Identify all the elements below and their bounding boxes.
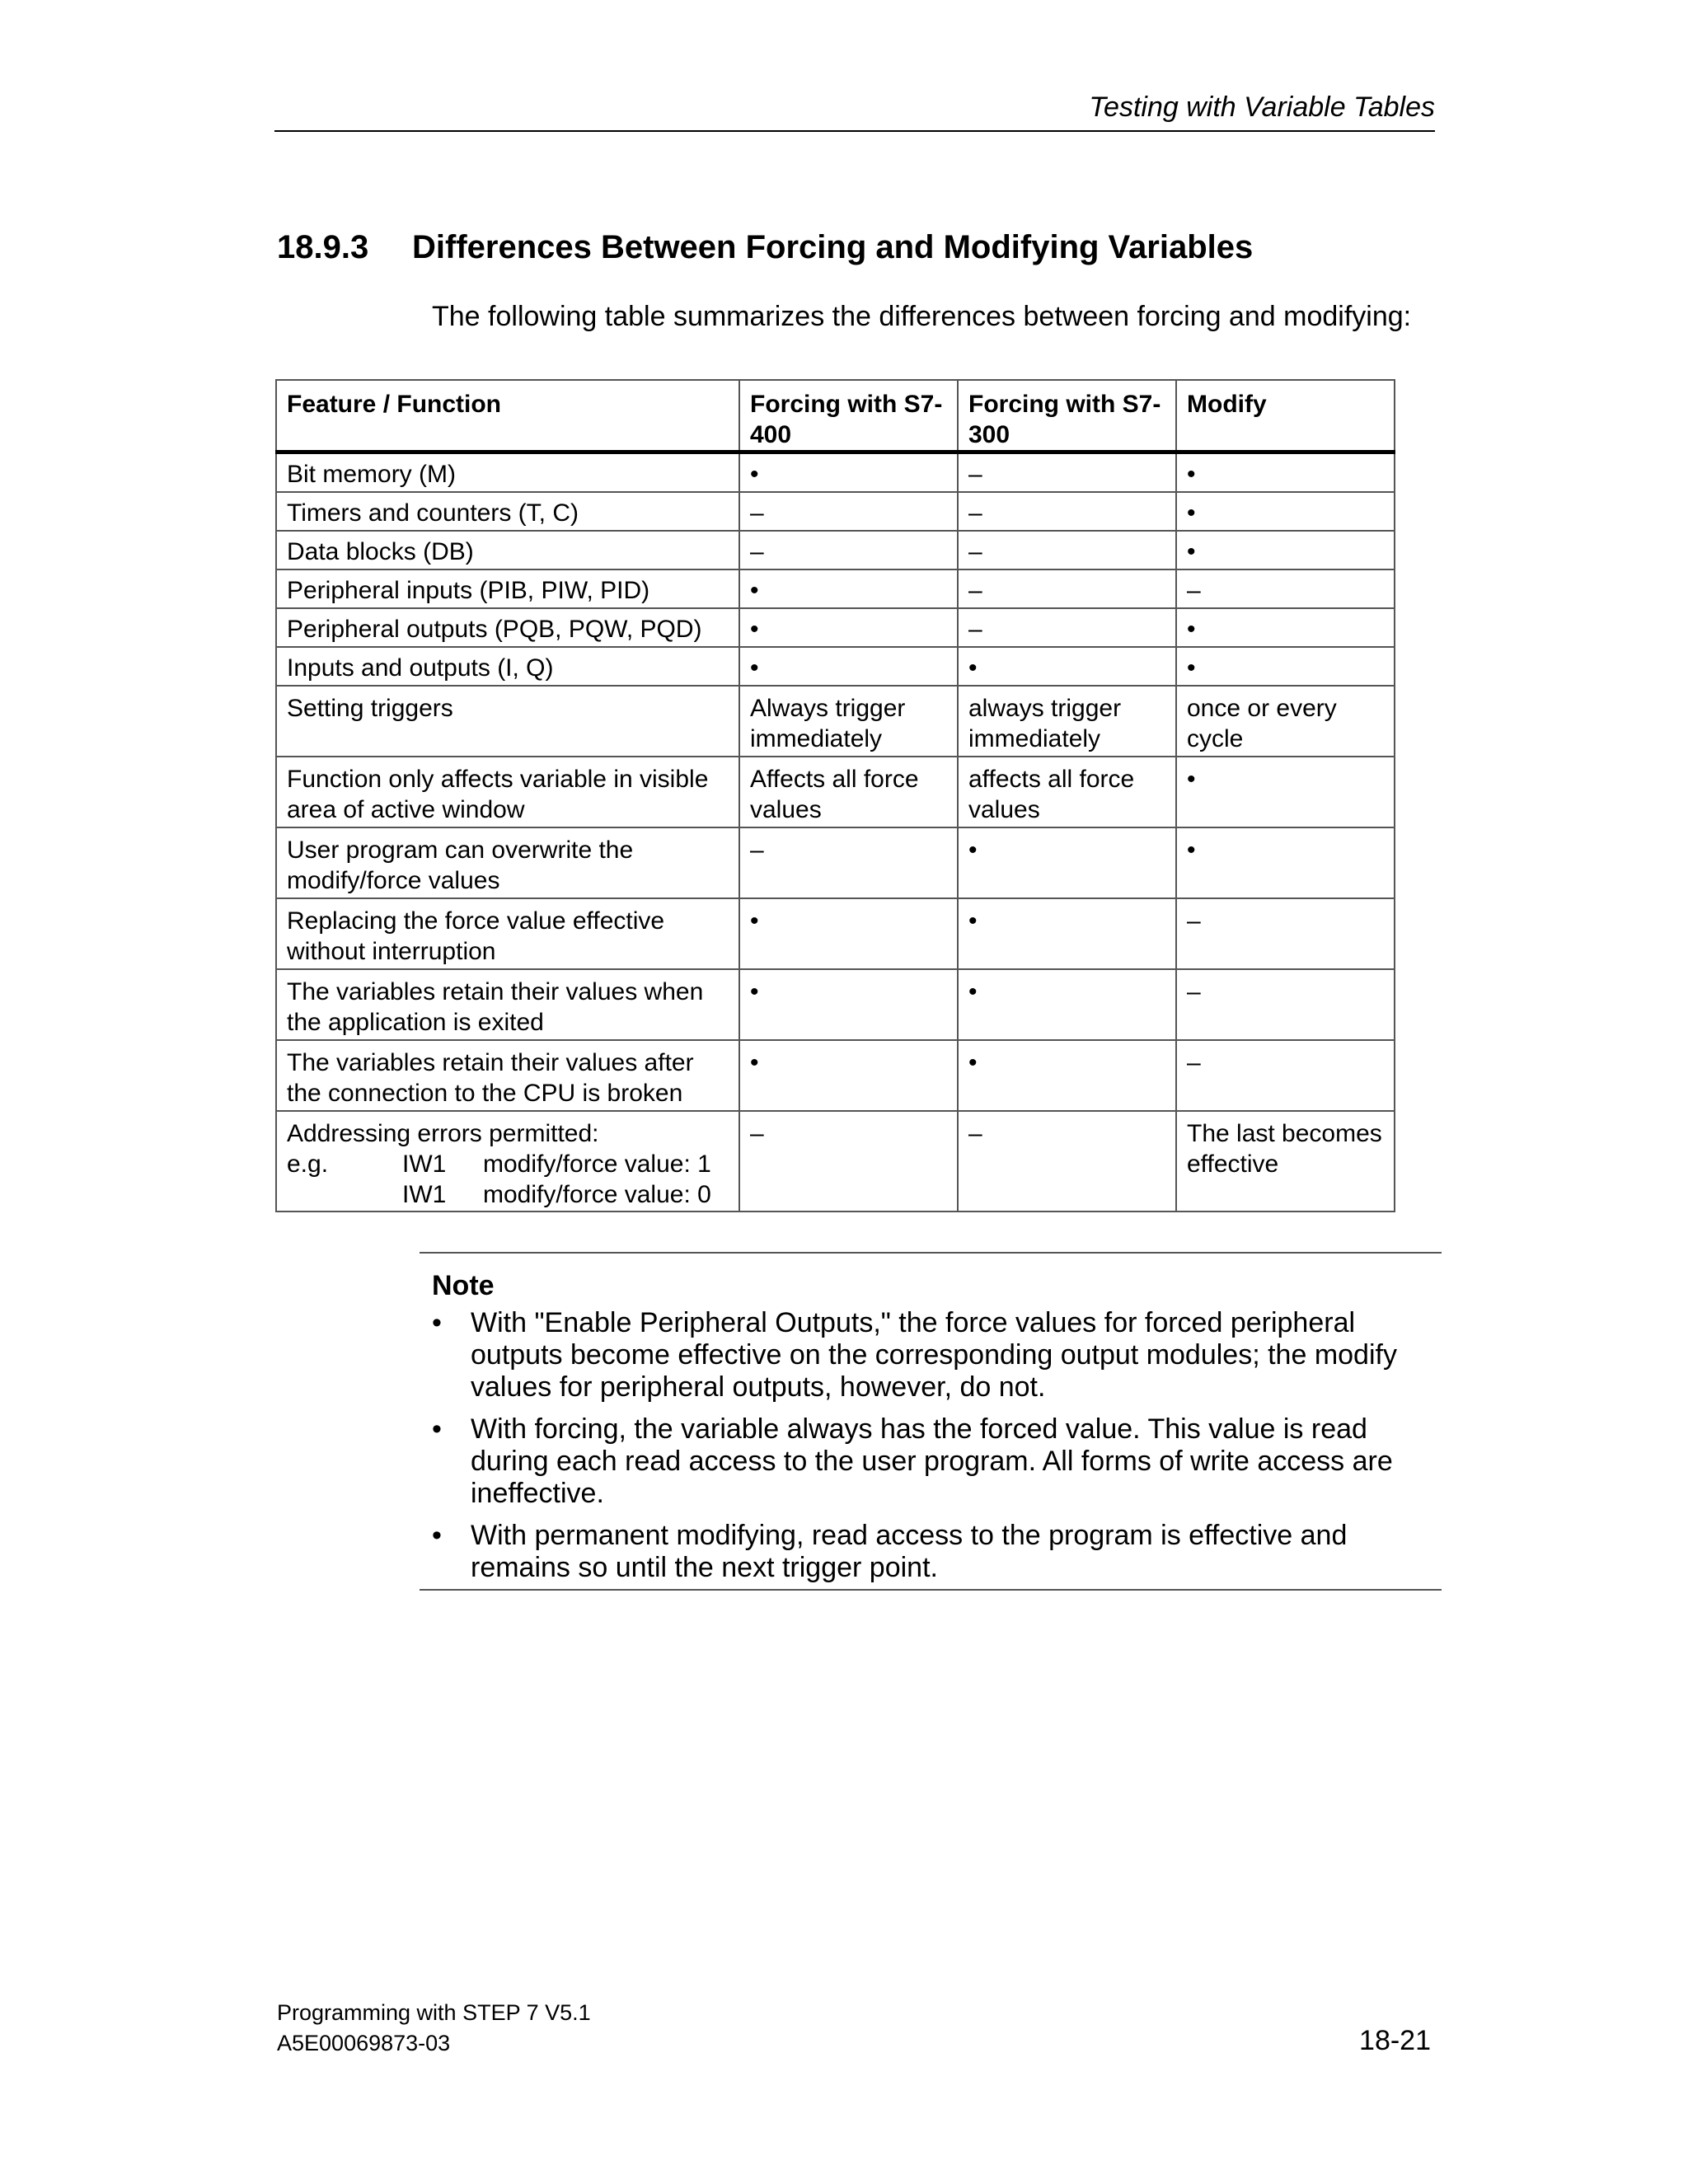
- cell-s7-300: •: [958, 898, 1176, 969]
- cell-modify: once or every cycle: [1176, 686, 1395, 757]
- example-line-2: [287, 1179, 729, 1210]
- cell-s7-300: •: [958, 1040, 1176, 1111]
- table-row: [276, 969, 1395, 1040]
- cell-feature: Inputs and outputs (I, Q): [276, 647, 739, 686]
- cell-feature: User program can overwrite the modify/force values: [276, 827, 739, 898]
- cell-feature: Replacing the force value effective without interruption: [276, 898, 739, 969]
- table-row: [276, 452, 1395, 493]
- cell-s7-400: •: [739, 969, 958, 1040]
- cell-feature: Timers and counters (T, C): [276, 492, 739, 531]
- table-row: [276, 647, 1395, 686]
- cell-modify: –: [1176, 1040, 1395, 1111]
- note-item: [432, 1413, 1442, 1510]
- footer-doc-number: A5E00069873-03: [277, 2031, 451, 2055]
- note-title: Note: [432, 1270, 495, 1301]
- cell-s7-400: –: [739, 1111, 958, 1212]
- cell-s7-400: –: [739, 531, 958, 569]
- cell-s7-400: –: [739, 827, 958, 898]
- cell-s7-400: Affects all force values: [739, 757, 958, 827]
- cell-s7-400: •: [739, 1040, 958, 1111]
- cell-s7-400: •: [739, 608, 958, 647]
- note-item: [432, 1520, 1442, 1584]
- cell-feature: [276, 1111, 739, 1212]
- cell-s7-300: –: [958, 569, 1176, 608]
- addressing-errors-label: Addressing errors permitted:: [287, 1120, 599, 1147]
- note-item-text: With forcing, the variable always has the forced value. This value is read during each read access to the user program. All forms of write access are ineffective.: [471, 1413, 1393, 1509]
- header-feature: Feature / Function: [276, 380, 739, 452]
- cell-s7-400: •: [739, 898, 958, 969]
- cell-modify: –: [1176, 569, 1395, 608]
- cell-s7-300: –: [958, 452, 1176, 493]
- cell-modify: •: [1176, 647, 1395, 686]
- table-row: [276, 1111, 1395, 1212]
- note-item-text: With permanent modifying, read access to the program is effective and remains so until the next trigger point.: [471, 1520, 1348, 1583]
- cell-s7-400: –: [739, 492, 958, 531]
- page-number: 18-21: [1359, 2025, 1431, 2056]
- section-number: 18.9.3: [277, 229, 369, 265]
- cell-modify: •: [1176, 827, 1395, 898]
- table-header-row: [276, 380, 1395, 452]
- footer-book-title: Programming with STEP 7 V5.1: [277, 2000, 591, 2025]
- cell-feature: Bit memory (M): [276, 452, 739, 493]
- bullet-icon: •: [432, 1413, 442, 1445]
- note-box: [420, 1252, 1442, 1591]
- table-row: [276, 608, 1395, 647]
- section-heading: [277, 227, 1513, 268]
- cell-s7-300: •: [958, 969, 1176, 1040]
- cell-modify: –: [1176, 969, 1395, 1040]
- footer-left: [277, 1998, 591, 2059]
- cell-feature: Function only affects variable in visible area of active window: [276, 757, 739, 827]
- table-row: [276, 569, 1395, 608]
- note-item-text: With "Enable Peripheral Outputs," the force values for forced peripheral outputs become effective on the corresponding output modules; the modify values for peripheral outputs, however, do not.: [471, 1307, 1397, 1403]
- table-row: [276, 686, 1395, 757]
- example-address: IW1: [402, 1181, 447, 1208]
- cell-feature: Setting triggers: [276, 686, 739, 757]
- cell-s7-400: •: [739, 569, 958, 608]
- bullet-icon: •: [432, 1520, 442, 1551]
- cell-feature: Peripheral outputs (PQB, PQW, PQD): [276, 608, 739, 647]
- header-s7-400: Forcing with S7-400: [739, 380, 958, 452]
- example-value: modify/force value: 0: [483, 1181, 711, 1208]
- header-s7-300: Forcing with S7-300: [958, 380, 1176, 452]
- cell-modify: •: [1176, 492, 1395, 531]
- cell-modify: •: [1176, 757, 1395, 827]
- cell-s7-300: –: [958, 1111, 1176, 1212]
- header-modify: Modify: [1176, 380, 1395, 452]
- table-row: [276, 531, 1395, 569]
- cell-s7-300: •: [958, 827, 1176, 898]
- example-label: e.g.: [287, 1151, 329, 1178]
- cell-feature: Peripheral inputs (PIB, PIW, PID): [276, 569, 739, 608]
- bullet-icon: •: [432, 1307, 442, 1338]
- intro-paragraph: The following table summarizes the differences between forcing and modifying:: [432, 301, 1412, 332]
- cell-modify: •: [1176, 608, 1395, 647]
- note-list: [432, 1307, 1442, 1584]
- note-item: [432, 1307, 1442, 1404]
- cell-feature: The variables retain their values after the connection to the CPU is broken: [276, 1040, 739, 1111]
- cell-modify: –: [1176, 898, 1395, 969]
- table-row: [276, 898, 1395, 969]
- table-row: [276, 1040, 1395, 1111]
- cell-modify: •: [1176, 452, 1395, 493]
- cell-modify: •: [1176, 531, 1395, 569]
- cell-s7-300: –: [958, 608, 1176, 647]
- cell-s7-300: –: [958, 492, 1176, 531]
- example-value: modify/force value: 1: [483, 1151, 711, 1178]
- cell-s7-300: always trigger immediately: [958, 686, 1176, 757]
- cell-s7-400: •: [739, 647, 958, 686]
- running-header: Testing with Variable Tables: [274, 89, 1435, 132]
- comparison-table: [275, 379, 1395, 1212]
- table-row: [276, 492, 1395, 531]
- section-title: Differences Between Forcing and Modifying Variables: [412, 229, 1254, 265]
- table-row: [276, 757, 1395, 827]
- table-row: [276, 827, 1395, 898]
- cell-s7-400: Always trigger immediately: [739, 686, 958, 757]
- example-address: IW1: [402, 1151, 447, 1178]
- cell-feature: Data blocks (DB): [276, 531, 739, 569]
- cell-s7-400: •: [739, 452, 958, 493]
- cell-s7-300: affects all force values: [958, 757, 1176, 827]
- example-line-1: [287, 1149, 729, 1179]
- cell-s7-300: •: [958, 647, 1176, 686]
- cell-modify: The last becomes effective: [1176, 1111, 1395, 1212]
- cell-s7-300: –: [958, 531, 1176, 569]
- cell-feature: The variables retain their values when the application is exited: [276, 969, 739, 1040]
